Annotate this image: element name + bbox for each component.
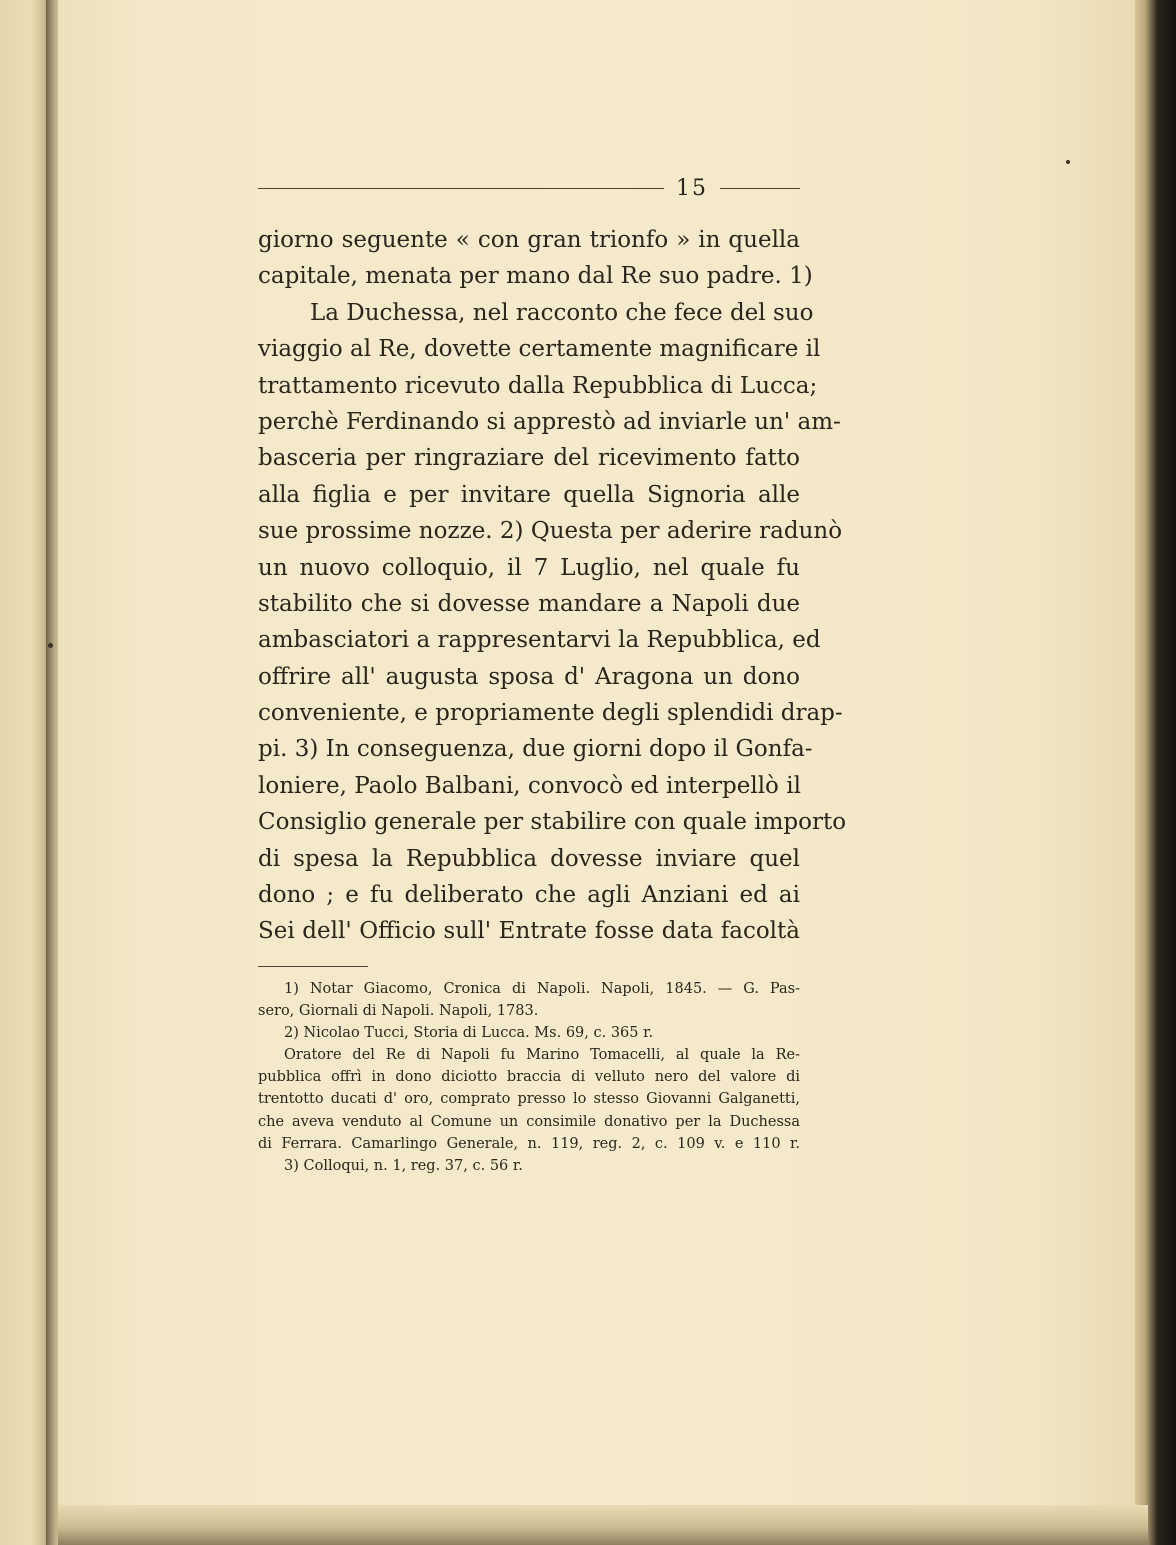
body-line: dono ; e fu deliberato che agli Anziani ed ai bbox=[258, 882, 800, 909]
body-line: basceria per ringraziare del ricevimento fatto bbox=[258, 445, 800, 472]
body-line: stabilito che si dovesse mandare a Napoli due bbox=[258, 590, 800, 617]
footnote-line: 1) Notar Giacomo, Cronica di Napoli. Napoli, 1845. — G. Pas- bbox=[284, 981, 800, 997]
body-line: ambasciatori a rappresentarvi la Repubblica, ed bbox=[258, 627, 821, 654]
body-line: un nuovo colloquio, il 7 Luglio, nel quale fu bbox=[258, 554, 800, 581]
body-line: trattamento ricevuto dalla Repubblica di Lucca; bbox=[258, 372, 818, 399]
footnote-rule bbox=[258, 966, 368, 967]
body-line: alla figlia e per invitare quella Signoria alle bbox=[258, 481, 800, 508]
footnote-line: che aveva venduto al Comune un consimile donativo per la Duchessa bbox=[258, 1113, 800, 1130]
left-page-edge bbox=[0, 0, 52, 1545]
body-line: La Duchessa, nel racconto che fece del suo bbox=[310, 299, 814, 326]
ink-speck bbox=[1066, 160, 1070, 164]
ink-speck bbox=[48, 643, 53, 648]
body-line: offrire all' augusta sposa d' Aragona un dono bbox=[258, 663, 800, 690]
footnote-line: pubblica offrì in dono diciotto braccia di velluto nero del valore di bbox=[258, 1069, 800, 1086]
header-rule-right bbox=[720, 188, 800, 189]
body-line: viaggio al Re, dovette certamente magnificare il bbox=[258, 336, 821, 363]
body-line: pi. 3) In conseguenza, due giorni dopo il Gonfa- bbox=[258, 736, 813, 763]
body-line: loniere, Paolo Balbani, convocò ed interpellò il bbox=[258, 772, 801, 799]
right-page-edge bbox=[1135, 0, 1176, 1545]
page-number: 15 bbox=[676, 176, 708, 201]
body-line: giorno seguente « con gran trionfo » in quella bbox=[258, 227, 800, 253]
body-line: capitale, menata per mano dal Re suo padre. 1) bbox=[258, 263, 813, 290]
header-rule-left bbox=[258, 188, 664, 189]
body-line: conveniente, e propriamente degli splendidi drap- bbox=[258, 700, 843, 727]
body-text bbox=[258, 222, 847, 950]
footnote-line: trentotto ducati d' oro, comprato presso lo stesso Giovanni Galganetti, bbox=[258, 1091, 800, 1108]
body-line: Consiglio generale per stabilire con quale importo bbox=[258, 809, 847, 836]
footnotes bbox=[258, 978, 800, 1177]
body-line: perchè Ferdinando si apprestò ad inviarle un' am- bbox=[258, 408, 841, 435]
footnote-line: 2) Nicolao Tucci, Storia di Lucca. Ms. 69, c. 365 r. bbox=[284, 1025, 654, 1042]
footnote-line: sero, Giornali di Napoli. Napoli, 1783. bbox=[258, 1003, 539, 1020]
bottom-page-edge bbox=[58, 1505, 1148, 1545]
body-line: di spesa la Repubblica dovesse inviare quel bbox=[258, 845, 800, 872]
footnote-line: di Ferrara. Camarlingo Generale, n. 119, reg. 2, c. 109 v. e 110 r. bbox=[258, 1135, 800, 1152]
body-line: sue prossime nozze. 2) Questa per aderire radunò bbox=[258, 518, 843, 545]
body-line: Sei dell' Officio sull' Entrate fosse data facoltà bbox=[258, 918, 800, 945]
footnote-line: Oratore del Re di Napoli fu Marino Tomacelli, al quale la Re- bbox=[284, 1047, 800, 1064]
footnote-line: 3) Colloqui, n. 1, reg. 37, c. 56 r. bbox=[284, 1157, 523, 1174]
